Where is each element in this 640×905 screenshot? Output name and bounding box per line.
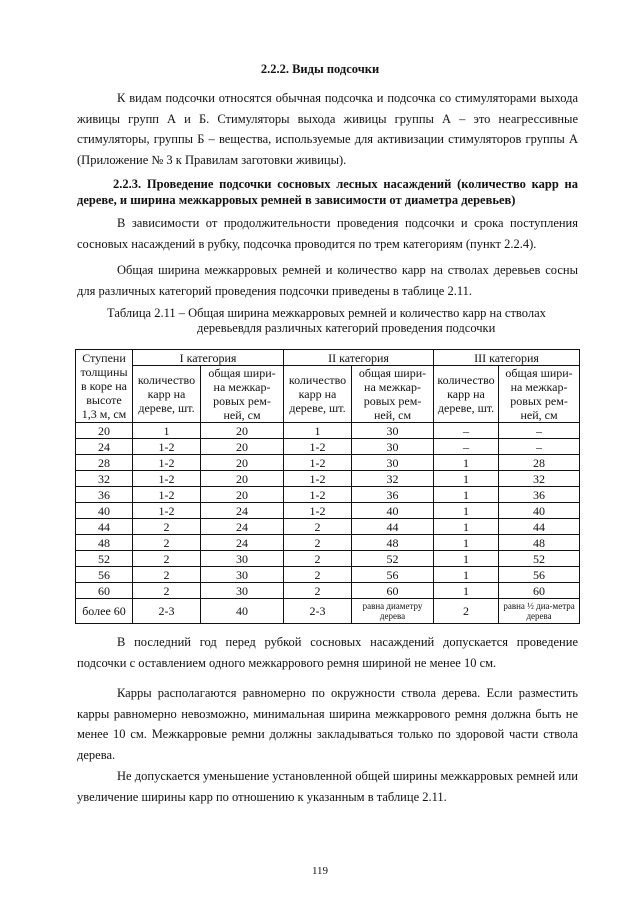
table-cell: 1 [434, 535, 499, 551]
table-cell: 32 [499, 471, 580, 487]
subsection-title: 2.2.3. Проведение подсочки сосновых лесных насаждений (количество карр на дереве, и ширина межкарровых ремней в зависимости от диаметра деревьев) [77, 177, 578, 207]
table-cell: 30 [201, 567, 284, 583]
header-stage-line: высоте [86, 393, 122, 407]
header-count-line: карр на [447, 387, 485, 401]
table-row [76, 551, 580, 567]
table-row [76, 471, 580, 487]
table-row [76, 503, 580, 519]
table-cell: 20 [201, 439, 284, 455]
table-cell: 1-2 [133, 487, 201, 503]
table-2-11 [75, 349, 580, 624]
table-cell: 1-2 [284, 455, 352, 471]
table-cell: 48 [352, 535, 434, 551]
header-count-line: дереве, шт. [138, 401, 195, 415]
table-cell: 1-2 [284, 487, 352, 503]
table-cell: 1-2 [133, 455, 201, 471]
table-cell: 40 [201, 599, 284, 624]
header-count-line: дереве, шт. [289, 401, 346, 415]
header-width-line: на межкар- [510, 380, 568, 394]
table-cell: 1-2 [284, 471, 352, 487]
table-cell: 1 [434, 567, 499, 583]
header-width-line: ровых рем- [363, 394, 422, 408]
table-cell: 20 [201, 455, 284, 471]
table-row [76, 567, 580, 583]
table-cell: 60 [499, 583, 580, 599]
table-cell: 24 [201, 535, 284, 551]
table-cell: 2 [133, 519, 201, 535]
header-width-line: ней, см [520, 408, 558, 422]
table-cell: 44 [499, 519, 580, 535]
table-cell: 56 [499, 567, 580, 583]
table-caption [107, 306, 587, 336]
table-cell: – [499, 423, 580, 439]
table-cell: 20 [201, 487, 284, 503]
table-cell: 56 [76, 567, 133, 583]
table-cell: 60 [76, 583, 133, 599]
header-category-2: II категория [284, 350, 434, 366]
table-cell: 48 [76, 535, 133, 551]
header-count-line: количество [137, 373, 196, 387]
table-cell: 2 [284, 535, 352, 551]
paragraph-last-year: В последний год перед рубкой сосновых насаждений допускается проведение подсочки с оставлением одного межкаррового ремня шириной не менее 10 см. [77, 635, 578, 670]
table-cell: 1 [133, 423, 201, 439]
header-count-line: дереве, шт. [437, 401, 495, 415]
table-cell: 1 [434, 519, 499, 535]
table-cell: 32 [352, 471, 434, 487]
table-cell: 1 [434, 551, 499, 567]
table-cell: 1-2 [284, 503, 352, 519]
table-cell: 1 [284, 423, 352, 439]
table-cell: 1 [434, 503, 499, 519]
table-cell: 30 [352, 439, 434, 455]
table-row-over-60 [76, 599, 580, 624]
table-header-row-1 [76, 350, 580, 366]
table-row [76, 535, 580, 551]
section-title: 2.2.2. Виды подсочки [260, 62, 380, 76]
table-cell: 2 [284, 519, 352, 535]
paragraph-restriction: Не допускается уменьшение установленной общей ширины межкарровых ремней или увеличение ширины карр по отношению к указанным в таблице 2.11. [77, 769, 578, 804]
table-cell: 56 [352, 567, 434, 583]
table-cell: 1 [434, 455, 499, 471]
table-cell: 30 [352, 455, 434, 471]
paragraph-categories: В зависимости от продолжительности проведения подсочки и срока поступления сосновых насаждений в рубку, подсочка проводится по трем категориям (пункт 2.2.4). [77, 216, 578, 251]
table-cell: 36 [499, 487, 580, 503]
header-width-line: общая шири- [208, 366, 276, 380]
table-cell: 1-2 [284, 439, 352, 455]
table-cell: 2-3 [284, 599, 352, 624]
header-width-line: ровых рем- [213, 394, 271, 408]
table-cell: 2 [284, 583, 352, 599]
header-count-2 [284, 366, 352, 423]
table-cell: 2 [133, 567, 201, 583]
table-cell: 20 [201, 423, 284, 439]
table-cell: 52 [499, 551, 580, 567]
table-cell: 2 [133, 583, 201, 599]
table-cell: 36 [76, 487, 133, 503]
header-count-1 [133, 366, 201, 423]
table-cell: – [434, 423, 499, 439]
table-cell: 1 [434, 471, 499, 487]
table-cell: 60 [352, 583, 434, 599]
header-count-line: карр на [147, 387, 186, 401]
header-width-2 [352, 366, 434, 423]
table-row [76, 455, 580, 471]
table-cell: 44 [76, 519, 133, 535]
header-stage-line: в коре на [81, 379, 127, 393]
header-width-line: ней, см [373, 408, 412, 422]
header-width-line: общая шири- [358, 366, 427, 380]
header-stage-line: Ступени [82, 351, 126, 365]
table-cell: 1-2 [133, 471, 201, 487]
table-caption-line2: деревьевдля различных категорий проведения подсочки [197, 321, 496, 335]
header-width-3 [499, 366, 580, 423]
table-cell: 1-2 [133, 503, 201, 519]
header-width-line: на межкар- [213, 380, 271, 394]
table-cell: – [499, 439, 580, 455]
table-cell: 32 [76, 471, 133, 487]
header-stage-line: 1,3 м, см [81, 407, 127, 421]
table-cell: 1 [434, 487, 499, 503]
header-count-line: количество [437, 373, 495, 387]
table-row [76, 583, 580, 599]
table-cell: 2 [133, 551, 201, 567]
table-cell: 24 [76, 439, 133, 455]
header-category-1: I категория [133, 350, 284, 366]
header-width-line: общая шири- [505, 366, 573, 380]
table-row [76, 439, 580, 455]
table-cell: 30 [201, 583, 284, 599]
table-cell: равна ½ диа-метра дерева [499, 599, 580, 624]
header-category-3: III категория [434, 350, 580, 366]
table-cell: более 60 [76, 599, 133, 624]
table-caption-line1: Таблица 2.11 – Общая ширина межкарровых ремней и количество карр на стволах [107, 306, 546, 320]
header-width-1 [201, 366, 284, 423]
header-stage-line: толщины [80, 365, 128, 379]
table-cell: 28 [499, 455, 580, 471]
table-cell: 48 [499, 535, 580, 551]
header-width-line: ровых рем- [510, 394, 568, 408]
table-cell: 30 [201, 551, 284, 567]
table-cell: 20 [76, 423, 133, 439]
table-cell: 52 [76, 551, 133, 567]
header-count-3 [434, 366, 499, 423]
table-cell: 1 [434, 583, 499, 599]
table-cell: 40 [499, 503, 580, 519]
page-number: 119 [311, 865, 329, 877]
table-cell: 2-3 [133, 599, 201, 624]
table-cell: 20 [201, 471, 284, 487]
header-width-line: ней, см [223, 408, 261, 422]
header-stage [76, 350, 133, 423]
table-cell: 2 [284, 567, 352, 583]
table-cell: 40 [352, 503, 434, 519]
table-cell: равна диаметру дерева [352, 599, 434, 624]
table-cell: 1-2 [133, 439, 201, 455]
table-cell: 40 [76, 503, 133, 519]
paragraph-stimulators: К видам подсочки относятся обычная подсочка и подсочка со стимуляторами выхода живицы групп А и Б. Стимуляторы выхода живицы группы А – это неагрессивные стимуляторы, группы Б – вещества, используемые для активизации стимуляторов группы А (Приложение № 3 к Правилам заготовки живицы). [77, 91, 578, 167]
table-cell: 44 [352, 519, 434, 535]
table-row [76, 423, 580, 439]
table-cell: 30 [352, 423, 434, 439]
table-body [76, 423, 580, 624]
table-cell: 24 [201, 519, 284, 535]
table-cell: 24 [201, 503, 284, 519]
table-cell: 2 [284, 551, 352, 567]
header-count-line: количество [288, 373, 347, 387]
table-cell: 36 [352, 487, 434, 503]
table-row [76, 519, 580, 535]
header-width-line: на межкар- [364, 380, 421, 394]
table-cell: 2 [434, 599, 499, 624]
table-cell: 28 [76, 455, 133, 471]
header-count-line: карр на [298, 387, 337, 401]
table-cell: 52 [352, 551, 434, 567]
table-cell: 2 [133, 535, 201, 551]
table-row [76, 487, 580, 503]
paragraph-table-intro: Общая ширина межкарровых ремней и количество карр на стволах деревьев сосны для различных категорий проведения подсочки приведены в таблице 2.11. [77, 263, 578, 298]
paragraph-placement: Карры располагаются равномерно по окружности ствола дерева. Если разместить карры равномерно невозможно, минимальная ширина межкаррового ремня должна быть не менее 10 см. Межкарровые ремни должны закладываться только по здоровой части ствола дерева. [77, 686, 578, 762]
table-cell: – [434, 439, 499, 455]
